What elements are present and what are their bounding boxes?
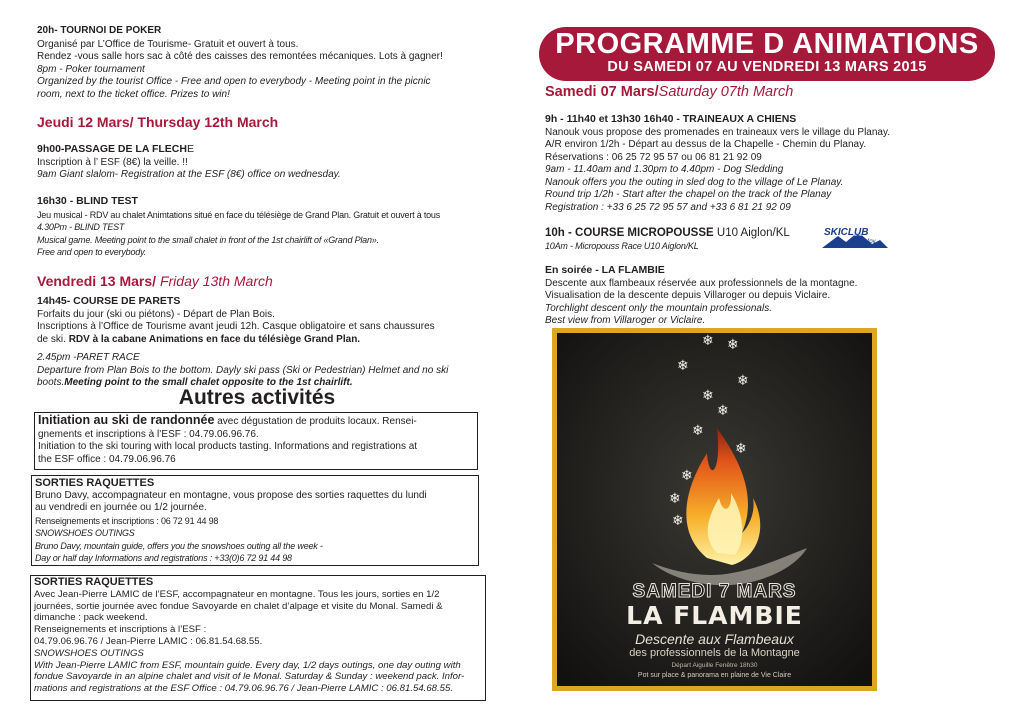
box-line: Bruno Davy, mountain guide, offers you the snowshoes outing all the week - bbox=[35, 540, 323, 551]
samedi-event-1 bbox=[545, 113, 945, 214]
snowflake-icon: ❄ bbox=[692, 422, 704, 438]
poster-subtitle-2: des professionnels de la Montagne bbox=[629, 647, 800, 659]
event-title-normal: U10 Aiglon/KL bbox=[713, 227, 790, 239]
box-line: 04.79.06.96.76 / Jean-Pierre LAMIC : 06.81.54.68.55. bbox=[34, 635, 263, 647]
box-line: gnements et inscriptions à l’ESF : 04.79.06.96.76. bbox=[38, 428, 259, 440]
samedi-heading bbox=[545, 84, 793, 100]
snowflake-icon: ❄ bbox=[677, 357, 689, 373]
vendredi-heading-en: Friday 13th March bbox=[156, 273, 273, 289]
box-line: dimanche : pack weekend. bbox=[34, 612, 148, 624]
event-fr-line bbox=[37, 334, 487, 347]
event-title-tail: E bbox=[186, 143, 194, 155]
event-en-line: Musical game. Meeting point to the small chalet in front of the 1st chairlift of «Grand Plan». bbox=[37, 234, 379, 245]
poster-small-text: Départ Aiguille Fenêtre 18h30 bbox=[671, 662, 758, 669]
event-en-line: Torchlight descent only the mountain professionals. bbox=[545, 302, 772, 314]
event-fr-line: Réservations : 06 25 72 95 57 ou 06 81 21 92 09 bbox=[545, 151, 762, 163]
vendredi-event bbox=[37, 295, 487, 390]
snowflake-icon: ❄ bbox=[735, 440, 747, 456]
event-title: 16h30 - BLIND TEST bbox=[37, 195, 138, 207]
box-line: SNOWSHOES OUTINGS bbox=[35, 528, 135, 538]
event-fr-line: Forfaits du jour (ski ou piétons) - Départ de Plan Bois. bbox=[37, 308, 275, 320]
box-line: mations and registrations at the ESF Office : 04.79.06.96.76 / Jean-Pierre LAMIC : 06.81.54.68.55. bbox=[34, 683, 453, 695]
samedi-heading-fr: Samedi 07 Mars/ bbox=[545, 84, 659, 100]
samedi-heading-en: Saturday 07th March bbox=[658, 84, 794, 100]
box-line: With Jean-Pierre LAMIC from ESF, mountain guide. Every day, 1/2 days outings, one day outing with bbox=[34, 659, 461, 671]
snowflake-icon: ❄ bbox=[669, 490, 681, 506]
banner-title: PROGRAMME D ANIMATIONS bbox=[555, 28, 979, 60]
skiclub-logo-text: SKICLUB bbox=[824, 227, 869, 238]
box-line: fondue Savoyarde in an alpine chalet and visit of le Monal. Saturday & Sunday : weekend pack. Infor- bbox=[34, 671, 465, 683]
snowflake-icon: ❄ bbox=[702, 387, 714, 403]
box-line bbox=[38, 414, 474, 429]
event-en-text: boots. bbox=[37, 377, 65, 388]
event-fr-line: A/R environ 1/2h - Départ au dessus de la Chapelle - Chemin du Planay. bbox=[545, 139, 867, 150]
skiclub-logo-sub: sainte foy bbox=[850, 239, 876, 245]
jeudi-event-2 bbox=[37, 195, 487, 259]
jeudi-heading-fr: Jeudi 12 Mars/ bbox=[37, 114, 134, 130]
event-title-main: 9h00-PASSAGE DE LA FLECH bbox=[37, 143, 187, 155]
event-title bbox=[545, 226, 835, 240]
samedi-event-2 bbox=[545, 226, 835, 253]
banner-subtitle: DU SAMEDI 07 AU VENDREDI 13 MARS 2015 bbox=[607, 59, 927, 75]
event-en-bold: Meeting point to the small chalet opposite to the 1st chairlift. bbox=[64, 377, 353, 388]
programme-banner bbox=[539, 27, 995, 81]
poker-en-line: Organized by the tourist Office - Free and open to everybody - Meeting point in the picnic bbox=[37, 76, 431, 87]
event-fr-line: Inscriptions à l’Office de Tourisme avant jeudi 12h. Casque obligatoire et sans chaussures bbox=[37, 321, 435, 332]
box-title: Initiation au ski de randonnée bbox=[38, 413, 215, 427]
vendredi-heading bbox=[37, 273, 273, 289]
snowflake-icon: ❄ bbox=[737, 372, 749, 388]
event-title-bold: 10h - COURSE MICROPOUSSE bbox=[545, 227, 714, 239]
poster-image bbox=[557, 333, 872, 686]
box-text: avec dégustation de produits locaux. Rensei- bbox=[214, 416, 417, 427]
poker-fr-line: Organisé par L’Office de Tourisme- Gratuit et ouvert à tous. bbox=[37, 38, 299, 50]
event-title: En soirée - LA FLAMBIE bbox=[545, 264, 665, 276]
poker-section bbox=[37, 25, 487, 101]
box-raquettes-lamic bbox=[30, 575, 486, 701]
snowflake-icon: ❄ bbox=[702, 333, 714, 348]
poker-en-line: 8pm - Poker tournament bbox=[37, 63, 145, 75]
event-en-line: Departure from Plan Bois to the bottom. Dayly ski pass (Ski or Pedestrian) Helmet and no ski bbox=[37, 364, 449, 376]
box-line: Renseignements et inscriptions : 06 72 91 44 98 bbox=[35, 515, 219, 526]
event-en-line: 10Am - Micropouss Race U10 Aiglon/KL bbox=[545, 241, 699, 251]
event-fr-line: Inscription à l’ ESF (8€) la veille. !! bbox=[37, 156, 188, 168]
box-line: au vendredi en journée ou 1/2 journée. bbox=[35, 502, 207, 513]
jeudi-event-1 bbox=[37, 143, 487, 182]
box-line: Bruno Davy, accompagnateur en montagne, vous propose des sorties raquettes du lundi bbox=[35, 489, 427, 501]
flambie-poster bbox=[552, 328, 877, 691]
box-ski-rando bbox=[34, 412, 478, 470]
event-en-line: Round trip 1/2h - Start after the chapel on the track of the Planay bbox=[545, 189, 832, 200]
event-en-line: 2.45pm -PARET RACE bbox=[37, 352, 140, 363]
poster-date: SAMEDI 7 MARS bbox=[632, 581, 797, 602]
event-fr-bold: RDV à la cabane Animations en face du télésiège Grand Plan. bbox=[68, 333, 361, 345]
event-title: 9h - 11h40 et 13h30 16h40 - TRAINEAUX A CHIENS bbox=[545, 113, 797, 125]
poker-en-line: room, next to the ticket office. Prizes to win! bbox=[37, 88, 230, 100]
snowflake-icon: ❄ bbox=[727, 336, 739, 352]
box-line: Avec Jean-Pierre LAMIC de l’ESF, accompagnateur en montagne. Tous les jours, sorties en 1/2 bbox=[34, 588, 440, 600]
snowflake-icon: ❄ bbox=[717, 402, 729, 418]
event-fr-line: Jeu musical - RDV au chalet Animtations situé en face du télésiège de Grand Plan. Gratuit et ouvert à tous bbox=[37, 209, 441, 220]
jeudi-heading-en: Thursday 12th March bbox=[133, 114, 279, 130]
poster-title: LA FLAMBIE bbox=[626, 601, 803, 630]
poker-title: 20h- TOURNOI DE POKER bbox=[37, 25, 162, 36]
event-fr-text: de ski. bbox=[37, 333, 69, 345]
poker-fr-line: Rendez -vous salle hors sac à côté des caisses des remontées mécaniques. Lots à gagner! bbox=[37, 51, 443, 62]
box-title: SORTIES RAQUETTES bbox=[34, 576, 154, 588]
skiclub-logo bbox=[820, 226, 890, 254]
event-fr-line: Nanouk vous propose des promenades en traineaux vers le village du Planay. bbox=[545, 126, 891, 138]
event-en-line: Free and open to everybody. bbox=[37, 247, 147, 257]
box-line: Renseignements et inscriptions à l’ESF : bbox=[34, 624, 207, 636]
box-line: SNOWSHOES OUTINGS bbox=[34, 647, 144, 659]
event-en-line: Best view from Villaroger or Viclaire. bbox=[545, 315, 706, 326]
box-line: journées, sortie journée avec fondue Savoyarde en chalet d’alpage et visite du Monal. Samedi & bbox=[34, 600, 443, 612]
box-line: Initiation to the ski touring with local products tasting. Informations and registrations at bbox=[38, 441, 418, 452]
event-en-line: 9am Giant slalom- Registration at the ESF (8€) office on wednesday. bbox=[37, 169, 341, 180]
event-title bbox=[37, 143, 487, 156]
jeudi-heading bbox=[37, 114, 278, 130]
poster-subtitle: Descente aux Flambeaux bbox=[635, 631, 794, 647]
box-line: Day or half day Informations and registrations : +33(0)6 72 91 44 98 bbox=[35, 553, 292, 563]
box-title: SORTIES RAQUETTES bbox=[35, 477, 155, 489]
event-fr-line: Visualisation de la descente depuis Villaroger ou depuis Viclaire. bbox=[545, 290, 831, 301]
event-en-line: 4.30Pm - BLIND TEST bbox=[37, 222, 125, 232]
snowflake-icon: ❄ bbox=[672, 512, 684, 528]
box-raquettes-bruno bbox=[31, 475, 479, 566]
event-en-line: Nanouk offers you the outing in sled dog to the village of Le Planay. bbox=[545, 176, 844, 188]
event-fr-line: Descente aux flambeaux réservée aux professionnels de la montagne. bbox=[545, 277, 858, 289]
snowflake-icon: ❄ bbox=[681, 467, 693, 483]
event-en-line: 9am - 11.40am and 1.30pm to 4.40pm - Dog Sledding bbox=[545, 164, 784, 175]
vendredi-heading-fr: Vendredi 13 Mars/ bbox=[37, 273, 157, 289]
event-en-line: Registration : +33 6 25 72 95 57 and +33 6 81 21 92 09 bbox=[545, 201, 791, 213]
autres-heading: Autres activités bbox=[178, 386, 336, 409]
samedi-event-3 bbox=[545, 264, 945, 328]
event-title: 14h45- COURSE DE PARETS bbox=[37, 295, 181, 307]
poster-small-text: Pot sur place & panorama en plaine de Vie Claire bbox=[637, 672, 792, 679]
box-line: the ESF office : 04.79.06.96.76 bbox=[38, 453, 176, 465]
